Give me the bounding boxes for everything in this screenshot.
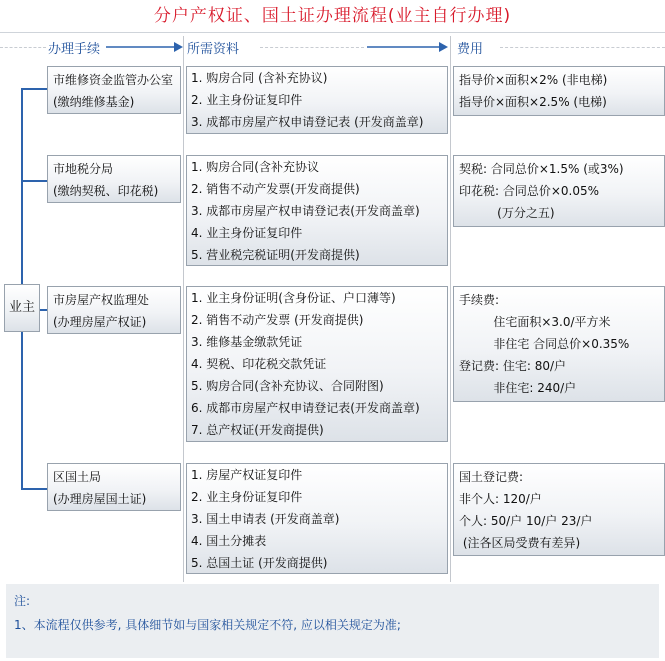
notes-heading: 注: xyxy=(14,594,31,608)
fee-box xyxy=(453,155,665,227)
org-name: 区国土局 xyxy=(53,470,102,484)
org-name: 市维修资金监管办公室 xyxy=(53,73,174,87)
fee-line: 指导价×面积×2.5% (电梯) xyxy=(459,95,607,109)
org-name: 市房屋产权监理处 xyxy=(53,293,150,307)
materials-box xyxy=(186,155,448,266)
material-item: 2. 业主身份证复印件 xyxy=(191,93,303,107)
connector-line xyxy=(21,180,47,182)
title-divider xyxy=(0,32,665,33)
fee-box xyxy=(453,66,665,116)
org-box xyxy=(47,155,181,203)
fee-line: (注各区局受费有差异) xyxy=(459,536,581,550)
material-item: 2. 业主身份证复印件 xyxy=(191,490,303,504)
fee-line: 国土登记费: xyxy=(459,470,524,484)
header-divider xyxy=(0,47,46,48)
material-item: 1. 房屋产权证复印件 xyxy=(191,468,303,482)
fee-line: 印花税: 合同总价×0.05% xyxy=(459,184,600,198)
column-divider xyxy=(450,36,451,582)
header-divider xyxy=(500,47,665,48)
material-item: 2. 销售不动产发票(开发商提供) xyxy=(191,182,360,196)
material-item: 3. 成都市房屋产权申请登记表(开发商盖章) xyxy=(191,204,420,218)
fee-line: 非住宅 合同总价×0.35% xyxy=(459,337,630,351)
org-task: (办理房屋国土证) xyxy=(53,492,147,506)
connector-line xyxy=(21,488,47,490)
note-item: 1、本流程仅供参考, 具体细节如与国家相关规定不符, 应以相关规定为准; xyxy=(14,618,401,632)
header-divider xyxy=(260,47,364,48)
material-item: 2. 销售不动产发票 (开发商提供) xyxy=(191,313,364,327)
material-item: 5. 总国土证 (开发商提供) xyxy=(191,556,328,570)
arrow-right-icon xyxy=(106,41,184,53)
material-item: 3. 成都市房屋产权申请登记表 (开发商盖章) xyxy=(191,115,424,129)
material-item: 1. 购房合同 (含补充协议) xyxy=(191,71,328,85)
material-item: 5. 营业税完税证明(开发商提供) xyxy=(191,248,360,262)
page-title: 分户产权证、国土证办理流程(业主自行办理) xyxy=(153,6,512,26)
material-item: 7. 总产权证(开发商提供) xyxy=(191,423,324,437)
fee-line: 非住宅: 240/户 xyxy=(459,381,577,395)
fee-line: (万分之五) xyxy=(459,206,555,220)
material-item: 1. 业主身份证明(含身份证、户口薄等) xyxy=(191,291,396,305)
org-box xyxy=(47,66,181,114)
fee-line: 个人: 50/户 10/户 23/户 xyxy=(459,514,593,528)
org-box xyxy=(47,286,181,334)
fee-box xyxy=(453,463,665,556)
materials-box xyxy=(186,286,448,442)
material-item: 1. 购房合同(含补充协议 xyxy=(191,160,319,174)
header-materials: 所需资料 xyxy=(187,42,240,57)
material-item: 4. 业主身份证复印件 xyxy=(191,226,303,240)
material-item: 4. 契税、印花税交款凭证 xyxy=(191,357,327,371)
materials-box xyxy=(186,463,448,574)
connector-line xyxy=(21,88,47,90)
material-item: 6. 成都市房屋产权申请登记表(开发商盖章) xyxy=(191,401,420,415)
notes-panel xyxy=(6,584,659,658)
material-item: 3. 维修基金缴款凭证 xyxy=(191,335,303,349)
column-divider xyxy=(183,36,184,582)
org-task: (办理房屋产权证) xyxy=(53,315,147,329)
org-task: (缴纳维修基金) xyxy=(53,95,135,109)
org-name: 市地税分局 xyxy=(53,162,114,176)
material-item: 4. 国土分摊表 xyxy=(191,534,267,548)
materials-box xyxy=(186,66,448,134)
fee-line: 住宅面积×3.0/平方米 xyxy=(459,315,611,329)
header-procedure: 办理手续 xyxy=(48,42,101,57)
fee-line: 指导价×面积×2% (非电梯) xyxy=(459,73,608,87)
header-fees: 费用 xyxy=(457,42,484,57)
material-item: 5. 购房合同(含补充协议、合同附图) xyxy=(191,379,384,393)
fee-box xyxy=(453,286,665,402)
fee-line: 非个人: 120/户 xyxy=(459,492,542,506)
owner-node: 业主 xyxy=(4,284,40,332)
material-item: 3. 国土申请表 (开发商盖章) xyxy=(191,512,340,526)
arrow-right-icon xyxy=(367,41,449,53)
org-box xyxy=(47,463,181,511)
fee-line: 契税: 合同总价×1.5% (或3%) xyxy=(459,162,624,176)
fee-line: 手续费: xyxy=(459,293,500,307)
fee-line: 登记费: 住宅: 80/户 xyxy=(459,359,567,373)
org-task: (缴纳契税、印花税) xyxy=(53,184,159,198)
